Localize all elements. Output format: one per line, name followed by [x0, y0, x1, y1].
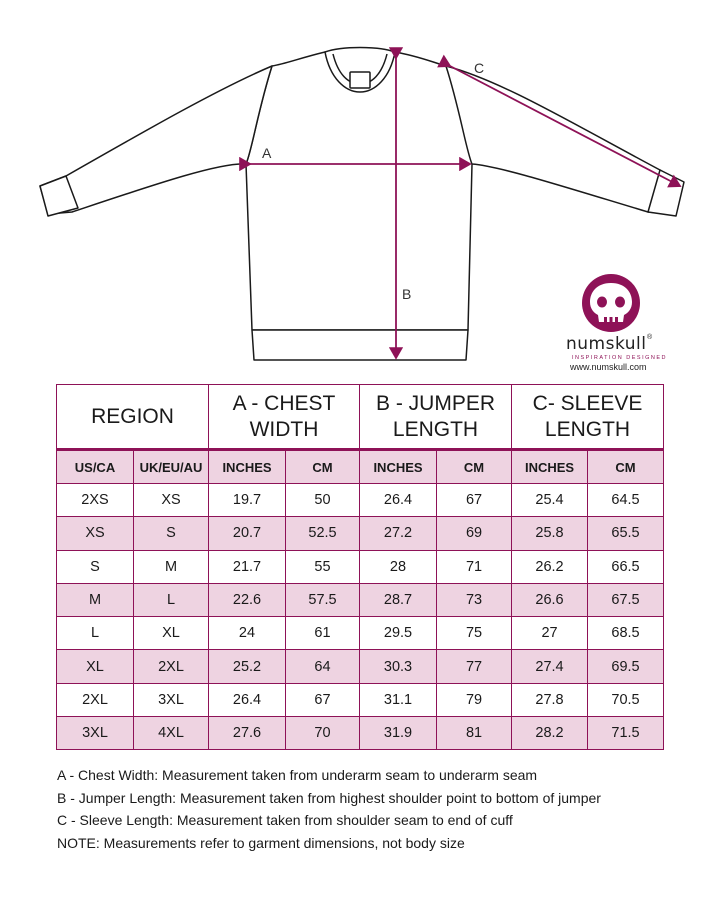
unit-header: UK/EU/AU	[134, 450, 209, 484]
table-cell: 57.5	[286, 583, 360, 616]
table-cell: 30.3	[360, 650, 437, 683]
table-cell: 20.7	[209, 517, 286, 550]
header-chest-width	[209, 385, 360, 450]
table-cell: 64.5	[588, 484, 664, 517]
table-cell: 68.5	[588, 617, 664, 650]
table-cell: 19.7	[209, 484, 286, 517]
table-cell: 67.5	[588, 583, 664, 616]
table-cell: 28.7	[360, 583, 437, 616]
table-cell: 65.5	[588, 517, 664, 550]
table-cell: 67	[437, 484, 512, 517]
header-jumper-length	[360, 385, 512, 450]
table-cell: 27.2	[360, 517, 437, 550]
note-jumper-length: B - Jumper Length: Measurement taken from highest shoulder point to bottom of jumper	[57, 789, 601, 806]
table-cell: 81	[437, 717, 512, 750]
table-cell: 61	[286, 617, 360, 650]
table-cell: 55	[286, 550, 360, 583]
table-cell: 27.6	[209, 717, 286, 750]
table-cell: 31.1	[360, 683, 437, 716]
table-cell: M	[134, 550, 209, 583]
table-cell: 25.4	[512, 484, 588, 517]
table-cell: 26.4	[209, 683, 286, 716]
header-length-line1: B - JUMPER	[376, 391, 496, 415]
size-chart-table	[56, 384, 664, 750]
table-cell: 31.9	[360, 717, 437, 750]
table-cell: 70	[286, 717, 360, 750]
table-cell: 3XL	[134, 683, 209, 716]
table-cell: 2XL	[57, 683, 134, 716]
table-row	[57, 650, 664, 683]
table-row	[57, 683, 664, 716]
table-row	[57, 617, 664, 650]
table-cell: S	[134, 517, 209, 550]
units-row	[57, 450, 664, 484]
table-cell: 64	[286, 650, 360, 683]
header-region-label: REGION	[91, 404, 174, 428]
table-cell: 21.7	[209, 550, 286, 583]
table-row	[57, 717, 664, 750]
table-cell: 79	[437, 683, 512, 716]
table-cell: 75	[437, 617, 512, 650]
table-cell: 52.5	[286, 517, 360, 550]
note-garment-dimensions: NOTE: Measurements refer to garment dimensions, not body size	[57, 834, 465, 851]
note-chest-width: A - Chest Width: Measurement taken from underarm seam to underarm seam	[57, 767, 538, 783]
table-row	[57, 583, 664, 616]
table-cell: 69.5	[588, 650, 664, 683]
table-cell: 67	[286, 683, 360, 716]
table-cell: 73	[437, 583, 512, 616]
table-cell: 27	[512, 617, 588, 650]
table-cell: 2XS	[57, 484, 134, 517]
logo-tagline: INSPIRATION DESIGNED	[572, 355, 667, 361]
header-length-line2: LENGTH	[392, 417, 479, 441]
label-a: A	[262, 145, 272, 161]
table-cell: 25.2	[209, 650, 286, 683]
table-cell: 71	[437, 550, 512, 583]
logo-registered-mark: ®	[647, 334, 653, 341]
header-sleeve-line2: LENGTH	[544, 417, 631, 441]
table-cell: 70.5	[588, 683, 664, 716]
table-cell: 27.8	[512, 683, 588, 716]
label-b: B	[402, 286, 412, 302]
table-cell: 22.6	[209, 583, 286, 616]
table-cell: 77	[437, 650, 512, 683]
table-cell: S	[57, 550, 134, 583]
header-sleeve-line1: C- SLEEVE	[532, 391, 643, 415]
table-cell: L	[57, 617, 134, 650]
unit-header: INCHES	[512, 450, 588, 484]
measurement-notes	[57, 764, 601, 854]
header-sleeve-length	[512, 385, 664, 450]
unit-header: INCHES	[209, 450, 286, 484]
table-cell: 26.2	[512, 550, 588, 583]
unit-header: CM	[286, 450, 360, 484]
unit-header: INCHES	[360, 450, 437, 484]
table-cell: L	[134, 583, 209, 616]
header-chest-line1: A - CHEST	[232, 391, 336, 415]
skull-icon	[582, 274, 640, 332]
table-cell: 3XL	[57, 717, 134, 750]
table-cell: 4XL	[134, 717, 209, 750]
table-cell: 28	[360, 550, 437, 583]
table-cell: 2XL	[134, 650, 209, 683]
table-cell: XL	[57, 650, 134, 683]
table-cell: M	[57, 583, 134, 616]
table-cell: 24	[209, 617, 286, 650]
unit-header: CM	[588, 450, 664, 484]
table-cell: XL	[134, 617, 209, 650]
note-sleeve-length: C - Sleeve Length: Measurement taken from shoulder seam to end of cuff	[57, 812, 513, 828]
unit-header: US/CA	[57, 450, 134, 484]
table-cell: XS	[57, 517, 134, 550]
logo-wordmark: numskull	[566, 334, 647, 354]
table-cell: 69	[437, 517, 512, 550]
unit-header: CM	[437, 450, 512, 484]
table-cell: 26.6	[512, 583, 588, 616]
table-cell: XS	[134, 484, 209, 517]
table-cell: 29.5	[360, 617, 437, 650]
header-region	[57, 385, 209, 450]
table-cell: 26.4	[360, 484, 437, 517]
table-cell: 27.4	[512, 650, 588, 683]
label-c: C	[474, 60, 485, 76]
table-row	[57, 550, 664, 583]
table-cell: 50	[286, 484, 360, 517]
table-cell: 71.5	[588, 717, 664, 750]
table-cell: 66.5	[588, 550, 664, 583]
logo-url: www.numskull.com	[570, 362, 647, 372]
table-cell: 25.8	[512, 517, 588, 550]
sweater-diagram	[0, 0, 720, 380]
table-row	[57, 517, 664, 550]
table-cell: 28.2	[512, 717, 588, 750]
table-row	[57, 484, 664, 517]
header-chest-line2: WIDTH	[249, 417, 319, 441]
